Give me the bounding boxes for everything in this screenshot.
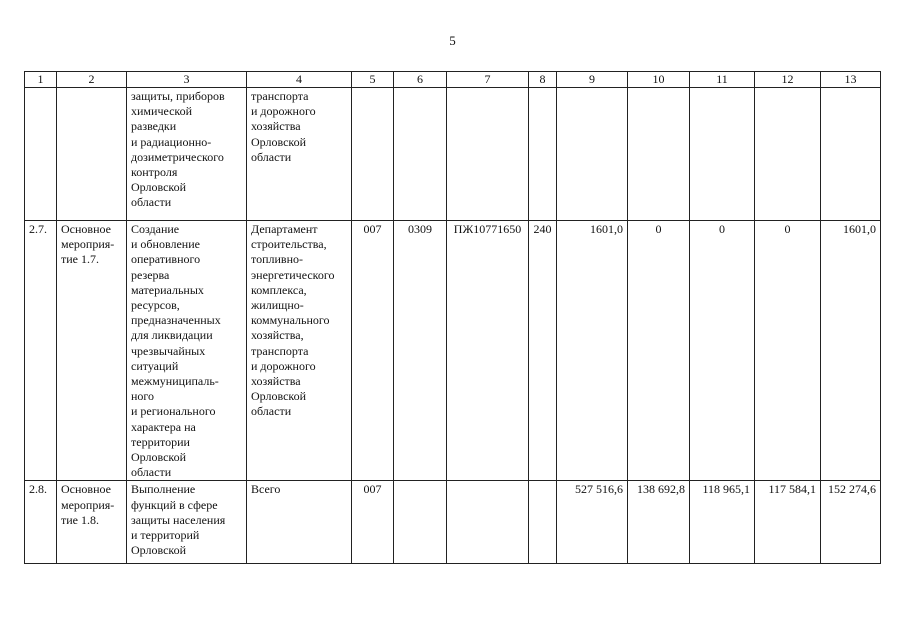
column-number-cell: 1 <box>25 72 57 88</box>
amount-cell <box>690 88 755 221</box>
column-number-cell: 8 <box>529 72 557 88</box>
table-row <box>25 221 881 481</box>
target-article-cell <box>447 88 529 221</box>
column-number-cell: 3 <box>127 72 247 88</box>
amount-cell: 0 <box>690 221 755 481</box>
target-article-cell <box>447 481 529 564</box>
responsible-executor-cell: транспорта и дорожного хозяйства Орловской области <box>247 88 352 221</box>
target-article-cell: ПЖ10771650 <box>447 221 529 481</box>
section-code-cell <box>394 88 447 221</box>
item-number-cell: 2.8. <box>25 481 57 564</box>
item-number-cell <box>25 88 57 221</box>
activity-description-cell: Создание и обновление оперативного резерва материальных ресурсов, предназначенных для ликвидации чрезвычайных ситуаций межмуниципаль- ного и регионального характера на территории Орловской области <box>127 221 247 481</box>
program-table <box>24 71 881 564</box>
page-number: 5 <box>449 33 456 48</box>
amount-cell: 1601,0 <box>557 221 628 481</box>
column-number-cell: 11 <box>690 72 755 88</box>
activity-description-cell: Выполнение функций в сфере защиты населения и территорий Орловской <box>127 481 247 564</box>
amount-cell: 527 516,6 <box>557 481 628 564</box>
table-row <box>25 88 881 221</box>
activity-name-cell: Основное мероприя- тие 1.8. <box>57 481 127 564</box>
column-number-cell: 13 <box>821 72 881 88</box>
column-number-cell: 10 <box>628 72 690 88</box>
column-number-cell: 4 <box>247 72 352 88</box>
column-number-cell: 9 <box>557 72 628 88</box>
amount-cell: 152 274,6 <box>821 481 881 564</box>
code-cell: 007 <box>352 221 394 481</box>
activity-name-cell <box>57 88 127 221</box>
table-row <box>25 481 881 564</box>
activity-name-cell: Основное мероприя- тие 1.7. <box>57 221 127 481</box>
responsible-executor-cell: Департамент строительства, топливно- энергетического комплекса, жилищно- коммунального хозяйства, транспорта и дорожного хозяйства Орловской области <box>247 221 352 481</box>
column-number-cell: 12 <box>755 72 821 88</box>
amount-cell <box>821 88 881 221</box>
amount-cell <box>628 88 690 221</box>
item-number-cell: 2.7. <box>25 221 57 481</box>
code-cell: 007 <box>352 481 394 564</box>
amount-cell: 0 <box>755 221 821 481</box>
column-number-cell: 2 <box>57 72 127 88</box>
column-number-cell: 5 <box>352 72 394 88</box>
expense-type-cell <box>529 481 557 564</box>
expense-type-cell: 240 <box>529 221 557 481</box>
column-number-cell: 6 <box>394 72 447 88</box>
amount-cell <box>755 88 821 221</box>
amount-cell: 0 <box>628 221 690 481</box>
amount-cell: 117 584,1 <box>755 481 821 564</box>
activity-description-cell: защиты, приборов химической разведки и радиационно- дозиметрического контроля Орловской области <box>127 88 247 221</box>
amount-cell <box>557 88 628 221</box>
section-code-cell: 0309 <box>394 221 447 481</box>
responsible-executor-cell: Всего <box>247 481 352 564</box>
code-cell <box>352 88 394 221</box>
amount-cell: 118 965,1 <box>690 481 755 564</box>
amount-cell: 138 692,8 <box>628 481 690 564</box>
column-number-row <box>25 72 881 88</box>
column-number-cell: 7 <box>447 72 529 88</box>
amount-cell: 1601,0 <box>821 221 881 481</box>
expense-type-cell <box>529 88 557 221</box>
section-code-cell <box>394 481 447 564</box>
